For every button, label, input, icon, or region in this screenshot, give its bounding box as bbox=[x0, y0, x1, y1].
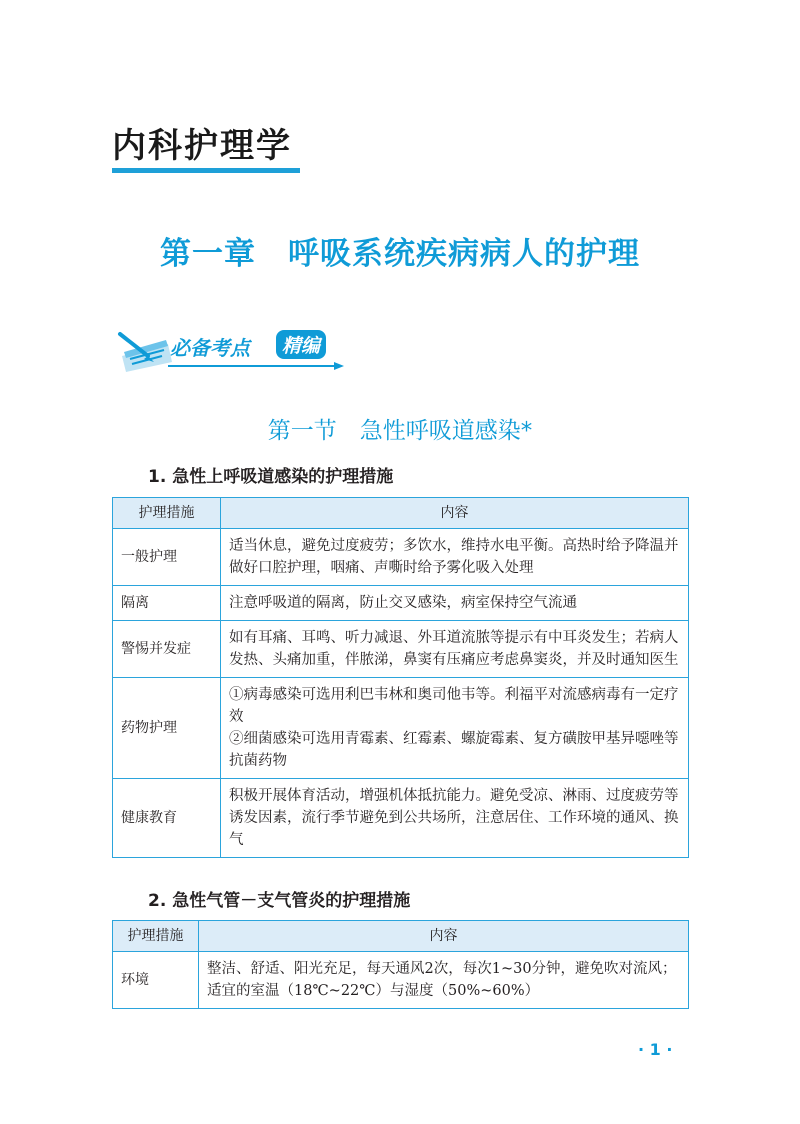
header-measure: 护理措施 bbox=[113, 498, 221, 529]
table-row bbox=[113, 586, 689, 621]
measure-cell: 一般护理 bbox=[113, 529, 221, 586]
chapter-title: 第一章 呼吸系统疾病病人的护理 bbox=[160, 236, 640, 272]
care-table-2 bbox=[112, 920, 689, 1009]
drug-item: ②细菌感染可选用青霉素、红霉素、螺旋霉素、复方磺胺甲基异噁唑等抗菌药物 bbox=[229, 731, 679, 769]
content-cell: 积极开展体育活动，增强机体抵抗能力。避免受凉、淋雨、过度疲劳等诱发因素，流行季节避免到公共场所，注意居住、工作环境的通风、换气 bbox=[221, 779, 689, 858]
table-row bbox=[113, 952, 689, 1009]
measure-cell: 隔离 bbox=[113, 586, 221, 621]
header-content: 内容 bbox=[199, 921, 689, 952]
measure-cell: 健康教育 bbox=[113, 779, 221, 858]
content-cell bbox=[221, 678, 689, 779]
section-title: 第一节 急性呼吸道感染* bbox=[267, 418, 533, 444]
content-cell: 整洁、舒适、阳光充足，每天通风2次，每次1~30分钟，避免吹对流风；适宜的室温（18℃~22℃）与湿度（50%~60%） bbox=[199, 952, 689, 1009]
table-row bbox=[113, 529, 689, 586]
header-content: 内容 bbox=[221, 498, 689, 529]
table-header-row bbox=[113, 921, 689, 952]
measure-cell: 警惕并发症 bbox=[113, 621, 221, 678]
book-title: 内科护理学 bbox=[112, 126, 292, 166]
key-points-banner bbox=[112, 326, 352, 374]
subsection-heading-2: 2. 急性气管－支气管炎的护理措施 bbox=[148, 891, 411, 911]
table-row bbox=[113, 621, 689, 678]
content-cell: 注意呼吸道的隔离，防止交叉感染，病室保持空气流通 bbox=[221, 586, 689, 621]
banner-badge: 精编 bbox=[276, 330, 326, 359]
drug-item: ①病毒感染可选用利巴韦林和奥司他韦等。利福平对流感病毒有一定疗效 bbox=[229, 687, 679, 725]
measure-cell: 药物护理 bbox=[113, 678, 221, 779]
page-number: · 1 · bbox=[638, 1040, 673, 1059]
table-header-row bbox=[113, 498, 689, 529]
table-row bbox=[113, 678, 689, 779]
care-table-1 bbox=[112, 497, 689, 858]
table-row bbox=[113, 779, 689, 858]
header-measure: 护理措施 bbox=[113, 921, 199, 952]
measure-cell: 环境 bbox=[113, 952, 199, 1009]
subsection-heading-1: 1. 急性上呼吸道感染的护理措施 bbox=[148, 467, 394, 487]
content-cell: 适当休息，避免过度疲劳；多饮水，维持水电平衡。高热时给予降温并做好口腔护理，咽痛、声嘶时给予雾化吸入处理 bbox=[221, 529, 689, 586]
title-underline bbox=[112, 168, 300, 173]
banner-label: 必备考点 bbox=[170, 336, 250, 360]
content-cell: 如有耳痛、耳鸣、听力减退、外耳道流脓等提示有中耳炎发生；若病人发热、头痛加重，伴脓涕，鼻窦有压痛应考虑鼻窦炎，并及时通知医生 bbox=[221, 621, 689, 678]
